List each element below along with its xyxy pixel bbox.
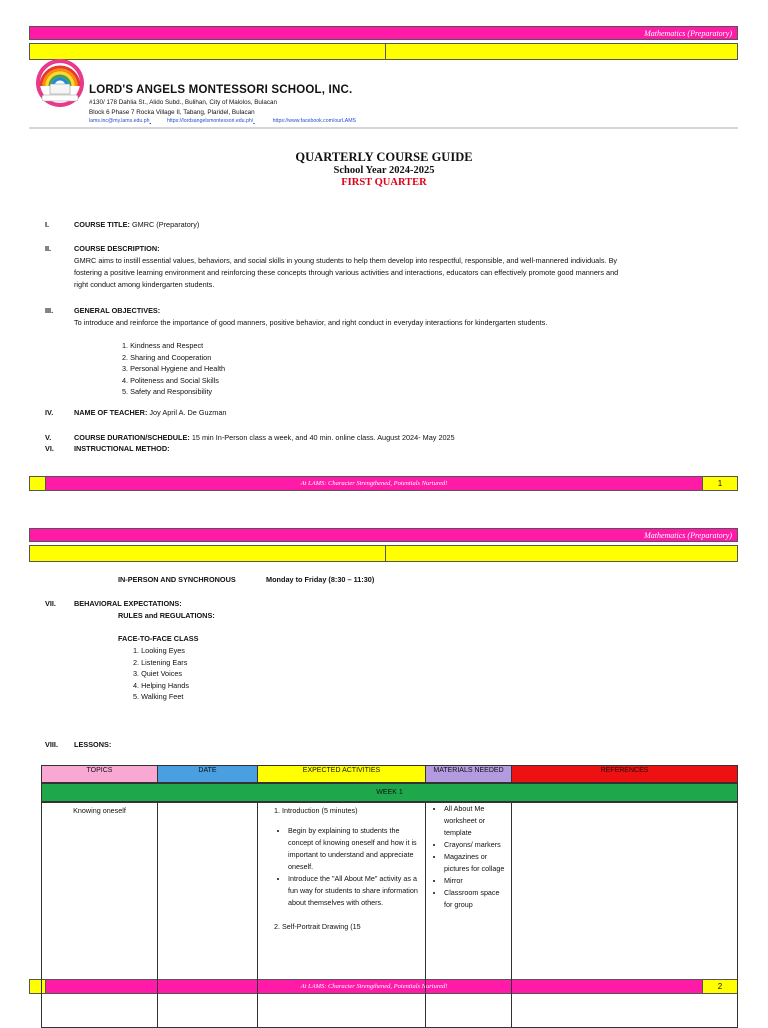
section-number: VII. bbox=[45, 599, 56, 608]
description-line: GMRC aims to instill essential values, behaviors, and social skills in young students to help them develop into respectful, responsible, and well-mannered individuals. By bbox=[74, 256, 618, 265]
list-item: 4. Politeness and Social Skills bbox=[122, 375, 219, 385]
document-title: QUARTERLY COURSE GUIDE bbox=[295, 150, 473, 164]
school-logo-icon bbox=[32, 58, 88, 108]
list-item: 1. Kindness and Respect bbox=[122, 341, 204, 350]
material-item: • Crayons/ markers bbox=[444, 839, 507, 851]
objectives-text: To introduce and reinforce the importance of good manners, positive behavior, and right conduct in everyday interactions for kindergarten students. bbox=[74, 318, 548, 327]
school-year: School Year 2024-2025 bbox=[333, 165, 435, 176]
school-links bbox=[89, 118, 356, 124]
header-pink-bar bbox=[29, 528, 738, 542]
f2f-label: FACE-TO-FACE CLASS bbox=[118, 634, 199, 643]
f2f-heading bbox=[118, 633, 199, 645]
header-topics: TOPICS bbox=[41, 765, 158, 783]
section-label: COURSE TITLE: bbox=[74, 220, 130, 229]
header-activities: EXPECTED ACTIVITIES bbox=[257, 765, 426, 783]
school-address-1: #130/ 178 Dahlia St., Alido Subd., Bulihan, City of Malolos, Bulacan bbox=[89, 99, 277, 106]
section-value: Joy April A. De Guzman bbox=[147, 408, 227, 417]
page-number: 1 bbox=[702, 477, 737, 490]
header-yellow-bar bbox=[29, 43, 738, 60]
school-website-link[interactable]: https://lordsangelsmontessori.edu.ph/ bbox=[166, 118, 254, 124]
material-item: • Mirror bbox=[444, 875, 507, 887]
list-item: 5. Walking Feet bbox=[133, 692, 184, 701]
instructional-method-value bbox=[118, 574, 236, 586]
section-label: GENERAL OBJECTIVES: bbox=[74, 306, 161, 315]
rules-heading bbox=[118, 610, 215, 622]
page-number: 2 bbox=[702, 980, 737, 993]
description-line: fostering a positive learning environment and reinforcing these concepts through various activities and interactions, educators can effectively promote good manners and bbox=[74, 268, 619, 277]
header-subject: Mathematics (Preparatory) bbox=[644, 531, 732, 540]
header-references: REFERENCES bbox=[511, 765, 738, 783]
activity-item: • Introduce the "All About Me" activity as a fun way for students to share information about themselves with others. bbox=[288, 873, 419, 909]
header-date: DATE bbox=[157, 765, 258, 783]
cell-activities bbox=[257, 802, 426, 1028]
section-number: VIII. bbox=[45, 740, 58, 749]
section-label: INSTRUCTIONAL METHOD: bbox=[74, 444, 170, 453]
quarter-title: FIRST QUARTER bbox=[341, 177, 427, 188]
header-subject: Mathematics (Preparatory) bbox=[644, 29, 732, 38]
section-label: BEHAVIORAL EXPECTATIONS: bbox=[74, 599, 182, 608]
method-label: IN-PERSON AND SYNCHRONOUS bbox=[118, 575, 236, 584]
divider bbox=[29, 127, 738, 129]
section-number: III. bbox=[45, 306, 54, 315]
activity-item: • Begin by explaining to students the concept of knowing oneself and how it is important to understand and appreciate oneself. bbox=[288, 825, 419, 873]
footer-motto: At LAMS: Character Strengthened, Potentials Nurtured! bbox=[300, 480, 448, 487]
header-materials: MATERIALS NEEDED bbox=[425, 765, 512, 783]
description-line: right conduct among kindergarten students. bbox=[74, 280, 215, 289]
section-label: COURSE DESCRIPTION: bbox=[74, 244, 160, 253]
header-yellow-bar bbox=[29, 545, 738, 562]
material-item: • All About Me worksheet or template bbox=[444, 803, 507, 839]
section-number: II. bbox=[45, 244, 52, 253]
topic-text: Knowing oneself bbox=[73, 806, 126, 815]
list-item: 2. Listening Ears bbox=[133, 657, 188, 667]
footer-motto: At LAMS: Character Strengthened, Potentials Nurtured! bbox=[300, 983, 448, 990]
section-value: 15 min In-Person class a week, and 40 min. online class. August 2024- May 2025 bbox=[189, 433, 455, 442]
page-footer bbox=[29, 476, 738, 491]
list-item: 4. Helping Hands bbox=[133, 680, 189, 690]
section-label: LESSONS: bbox=[74, 740, 112, 749]
material-item: • Magazines or pictures for collage bbox=[444, 851, 507, 875]
section-label: COURSE DURATION/SCHEDULE: bbox=[74, 433, 190, 442]
activity-step: 2. Self-Portrait Drawing (15 bbox=[274, 922, 361, 931]
material-item: • Classroom space for group bbox=[444, 887, 507, 911]
section-number: IV. bbox=[45, 408, 54, 417]
schedule-value bbox=[266, 574, 374, 586]
section-label: NAME OF TEACHER: bbox=[74, 408, 148, 417]
list-item: 3. Personal Hygiene and Health bbox=[122, 364, 226, 373]
section-number: I. bbox=[45, 220, 50, 229]
school-name: LORD'S ANGELS MONTESSORI SCHOOL, INC. bbox=[89, 84, 353, 96]
header-pink-bar bbox=[29, 26, 738, 40]
activity-step: 1. Introduction (5 minutes) bbox=[274, 806, 358, 815]
school-email-link[interactable]: lams.inc@my.lams.edu.ph bbox=[89, 118, 150, 124]
list-item: 2. Sharing and Cooperation bbox=[122, 352, 212, 362]
cell-topic bbox=[41, 802, 158, 1028]
list-item: 5. Safety and Responsibility bbox=[122, 387, 213, 396]
week-row: WEEK 1 bbox=[41, 783, 738, 802]
section-number: VI. bbox=[45, 444, 54, 453]
school-facebook-link[interactable]: https://www.facebook.com/ourLAMS bbox=[272, 118, 356, 124]
cell-materials bbox=[425, 802, 512, 1028]
rules-list bbox=[133, 645, 189, 703]
list-item: 1. Looking Eyes bbox=[133, 646, 185, 655]
schedule-label: Monday to Friday (8:30 – 11:30) bbox=[266, 575, 375, 584]
page-1 bbox=[0, 0, 768, 500]
list-item: 3. Quiet Voices bbox=[133, 669, 183, 678]
section-value: GMRC (Preparatory) bbox=[129, 220, 200, 229]
cell-date bbox=[157, 802, 258, 1028]
cell-references bbox=[511, 802, 738, 1028]
rules-label: RULES and REGULATIONS: bbox=[118, 611, 215, 620]
section-number: V. bbox=[45, 433, 52, 442]
objectives-list bbox=[122, 340, 225, 398]
school-address-2: Block 6 Phase 7 Rocka Village II, Tabang, Plaridel, Bulacan bbox=[89, 109, 255, 116]
